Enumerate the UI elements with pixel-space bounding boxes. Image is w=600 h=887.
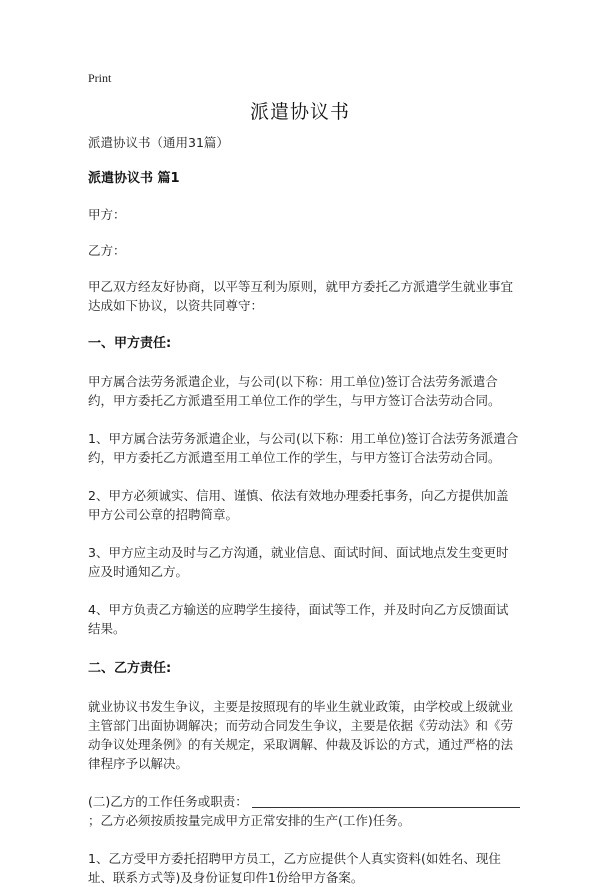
section1-item-3: 3、甲方应主动及时与乙方沟通，就业信息、面试时间、面试地点发生变更时应及时通知乙方。 xyxy=(88,545,509,579)
blank-line xyxy=(252,806,520,808)
section1-item-1: 1、甲方属合法劳务派遣企业，与公司(以下称：用工单位)签订合法劳务派遣合约，甲方委托乙方派遣至用工单位工作的学生，与甲方签订合法劳动合同。 xyxy=(88,431,519,465)
section2-heading: 二、乙方责任: xyxy=(88,661,172,676)
section1-item-4: 4、甲方负责乙方输送的应聘学生接待，面试等工作，并及时向乙方反馈面试结果。 xyxy=(88,602,509,636)
section-title: 派遣协议书 篇1 xyxy=(88,171,180,186)
intro-paragraph: 甲乙双方经友好协商，以平等互利为原则，就甲方委托乙方派遣学生就业事宜达成如下协议，以资共同尊守： xyxy=(88,279,514,313)
party-b-line: 乙方： xyxy=(88,243,126,258)
section1-heading: 一、甲方责任: xyxy=(88,336,172,351)
section1-intro: 甲方属合法劳务派遣企业，与公司(以下称：用工单位)签订合法劳务派遣合约，甲方委托乙方派遣至用工单位工作的学生，与甲方签订合法劳动合同。 xyxy=(88,374,501,408)
section1-item-2: 2、甲方必须诚实、信用、谨慎、依法有效地办理委托事务，向乙方提供加盖甲方公司公章的招聘简章。 xyxy=(88,488,509,522)
task-row xyxy=(88,792,520,811)
task-text: ；乙方必须按质按量完成甲方正常安排的生产(工作)任务。 xyxy=(88,813,411,828)
document-subtitle: 派遣协议书（通用31篇） xyxy=(88,135,229,150)
task-label: (二)乙方的工作任务或职责： xyxy=(88,794,248,809)
print-link[interactable]: Print xyxy=(88,71,112,85)
document-body xyxy=(88,133,520,887)
document-title: 派遣协议书 xyxy=(249,101,350,123)
section2-intro: 就业协议书发生争议，主要是按照现有的毕业生就业政策，由学校或上级就业主管部门出面协调解决；而劳动合同发生争议，主要是依据《劳动法》和《劳动争议处理条例》的有关规定，采取调解、仲裁及诉讼的方式，通过严格的法律程序予以解决。 xyxy=(88,699,514,771)
section2-item-1: 1、乙方受甲方委托招聘甲方员工，乙方应提供个人真实资料(如姓名、现住址、联系方式等)及身份证复印件1份给甲方备案。 xyxy=(88,851,501,885)
party-a-line: 甲方： xyxy=(88,207,126,222)
